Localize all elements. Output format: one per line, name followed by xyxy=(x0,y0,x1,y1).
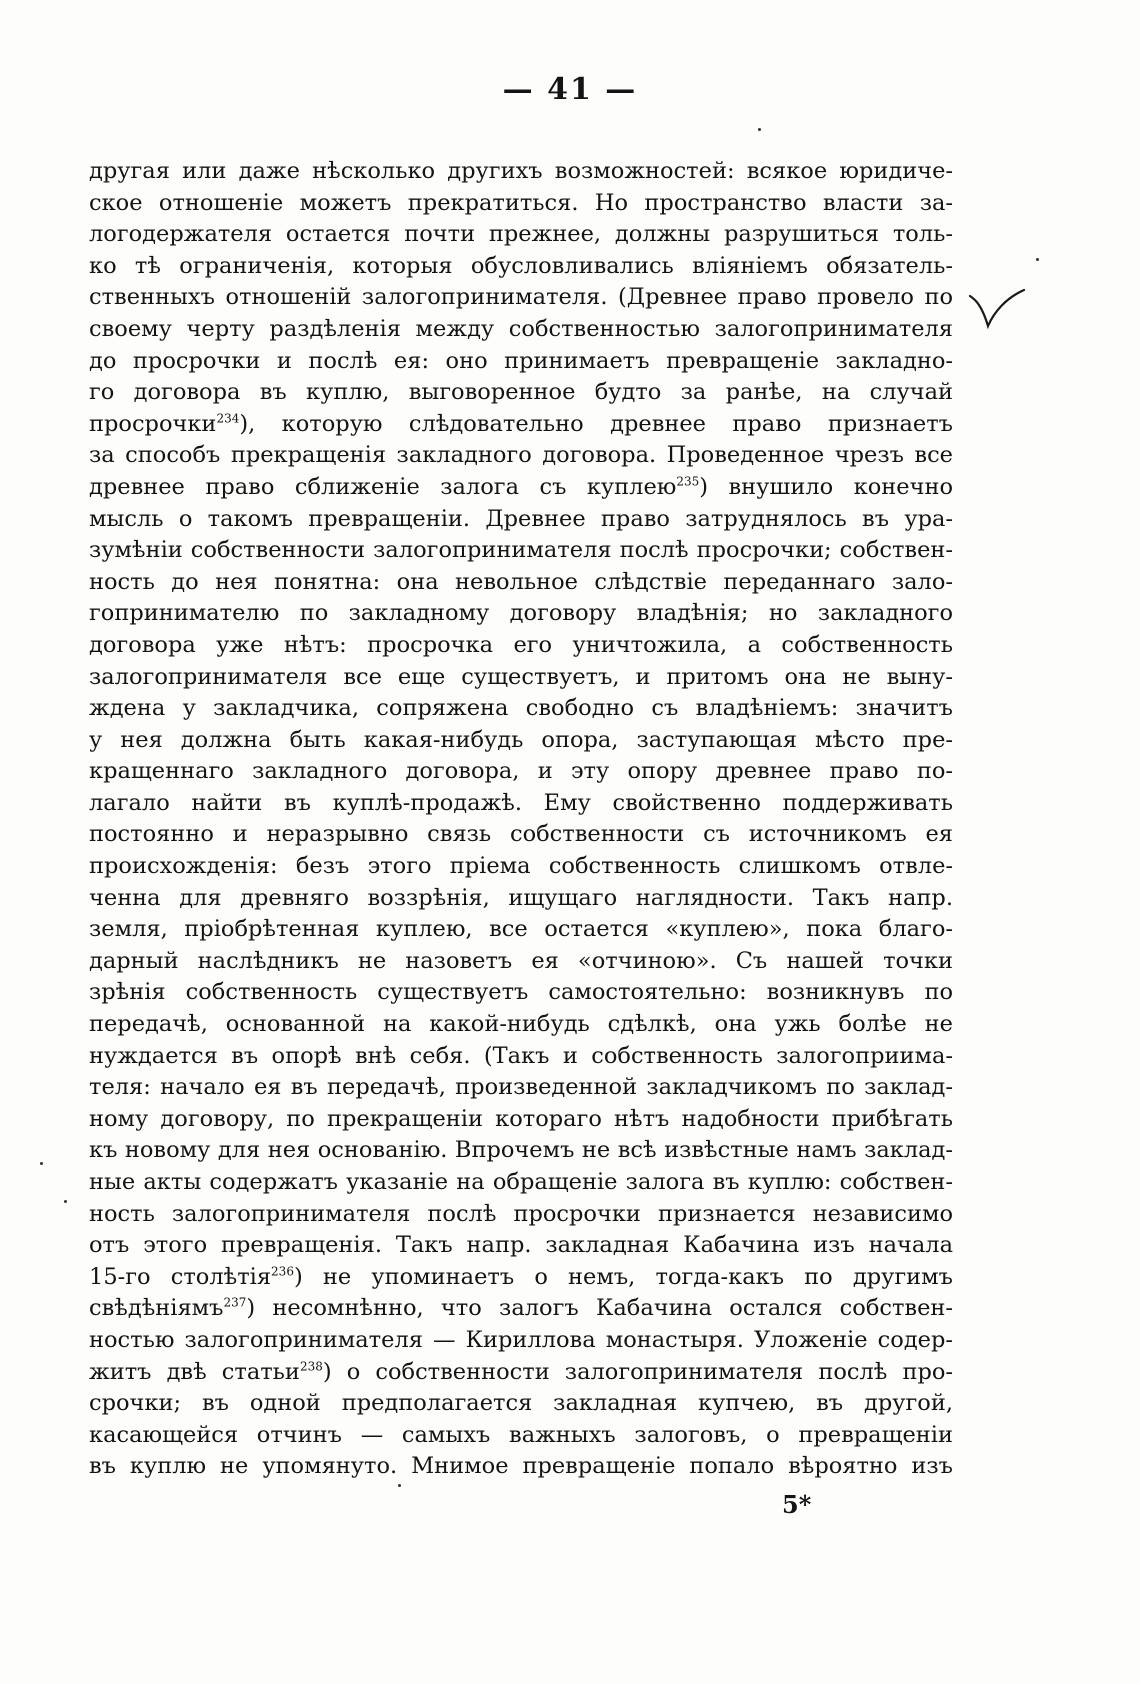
text-line xyxy=(89,472,953,504)
text-line: у нея должна быть какая-нибудь опора, заступающая мѣсто пре- xyxy=(89,726,953,753)
text-segment: свѣдѣніямъ xyxy=(89,1295,224,1322)
text-line xyxy=(89,1262,953,1294)
text-segment: ) не упоминаетъ о немъ, тогда-какъ по другимъ xyxy=(293,1263,953,1290)
text-line: въ куплю не упомянуто. Мнимое превращеніе попало вѣроятно изъ xyxy=(89,1453,953,1480)
text-line: своему черту раздѣленія между собственностью залогопринимателя xyxy=(89,315,953,342)
footnote-ref: 237 xyxy=(223,1295,247,1310)
text-line: другая или даже нѣсколько другихъ возможностей: всякое юридиче- xyxy=(89,158,953,184)
footnote-ref: 235 xyxy=(676,474,700,489)
text-line: залогопринимателя все еще существуетъ, и притомъ она не выну- xyxy=(89,663,953,690)
ink-speck xyxy=(758,128,761,131)
text-line: мысль о такомъ превращеніи. Древнее право затруднялось въ ура- xyxy=(89,505,953,532)
body-text xyxy=(89,156,953,1483)
text-line: го договора въ куплю, выговоренное будто за ранѣе, на случай xyxy=(89,379,953,406)
text-line: передачѣ, основанной на какой-нибудь сдѣлкѣ, она ужь болѣе не xyxy=(89,1011,953,1038)
text-line: постоянно и неразрывно связь собственности съ источникомъ ея xyxy=(89,821,953,848)
text-line: гопринимателю по закладному договору владѣнія; но закладного xyxy=(89,600,953,627)
text-line: нуждается въ опорѣ внѣ себя. (Такъ и собственность залогоприима- xyxy=(89,1042,953,1069)
text-line: ность залогопринимателя послѣ просрочки признается независимо xyxy=(89,1200,953,1227)
text-line: къ новому для нея основанію. Впрочемъ не всѣ извѣстные намъ заклад- xyxy=(89,1137,953,1164)
text-line: ственныхъ отношеній залогопринимателя. (Древнее право провело по xyxy=(89,284,953,311)
text-segment: ) внушило конечно xyxy=(699,473,953,500)
text-line: ность до нея понятна: она невольное слѣдствіе переданнаго зало- xyxy=(89,568,953,595)
signature-mark: 5* xyxy=(782,1490,812,1519)
text-line: дарный наслѣдникъ не назоветъ ея «отчиною». Съ нашей точки xyxy=(89,947,953,974)
text-line: ному договору, по прекращеніи котораго нѣтъ надобности прибѣгать xyxy=(89,1105,953,1132)
text-segment: ), которую слѣдовательно древнее право признаетъ xyxy=(239,410,953,437)
text-segment: просрочки xyxy=(89,410,217,437)
text-line: договора уже нѣтъ: просрочка его уничтожила, а собственность xyxy=(89,631,953,658)
text-line: зрѣнія собственность существуетъ самостоятельно: возникнувъ по xyxy=(89,979,953,1006)
footnote-ref: 236 xyxy=(271,1264,294,1279)
ink-speck xyxy=(64,1200,67,1203)
text-line xyxy=(89,1293,953,1325)
text-line: ское отношеніе можетъ прекратиться. Но пространство власти за- xyxy=(89,189,953,216)
text-line: ные акты содержатъ указаніе на обращеніе залога въ куплю: собствен- xyxy=(89,1169,953,1195)
text-segment: ) несомнѣнно, что залогъ Кабачина остался собствен- xyxy=(246,1295,953,1322)
text-line: отъ этого превращенія. Такъ напр. закладная Кабачина изъ начала xyxy=(89,1232,953,1259)
page-number: — 41 — xyxy=(502,72,638,107)
text-line: касающейся отчинъ — самыхъ важныхъ залоговъ, о превращеніи xyxy=(89,1421,953,1448)
text-segment: 15-го столѣтія xyxy=(89,1263,272,1290)
text-line: происхожденія: безъ этого пріема собственность слишкомъ отвле- xyxy=(89,853,953,880)
footnote-ref: 238 xyxy=(299,1359,323,1374)
text-line: зумѣніи собственности залогопринимателя послѣ просрочки; собствен- xyxy=(89,537,953,564)
text-line: ностью залогопринимателя — Кириллова монастыря. Уложеніе содер- xyxy=(89,1326,953,1353)
footnote-ref: 234 xyxy=(216,411,240,426)
text-line: кращеннаго закладного договора, и эту опору древнее право по- xyxy=(89,758,953,785)
ink-speck xyxy=(398,1484,401,1487)
check-mark-icon xyxy=(968,288,1026,332)
text-segment: древнее право сближеніе залога съ куплею xyxy=(89,473,677,500)
text-line: ко тѣ ограниченія, которыя обусловливались вліяніемъ обязатель- xyxy=(89,252,953,279)
text-line: лагало найти въ куплѣ-продажѣ. Ему свойственно поддерживать xyxy=(89,789,953,816)
text-line: срочки; въ одной предполагается закладная купчею, въ другой, xyxy=(89,1390,953,1417)
text-line: за способъ прекращенія закладного договора. Проведенное чрезъ все xyxy=(89,442,953,469)
text-line xyxy=(89,409,953,441)
text-line: земля, пріобрѣтенная куплею, все остается «куплею», пока благо- xyxy=(89,916,953,943)
text-segment: ) о собственности залогопринимателя послѣ про- xyxy=(322,1358,953,1385)
text-line: теля: начало ея въ передачѣ, произведенной закладчикомъ по заклад- xyxy=(89,1074,953,1101)
text-line: логодержателя остается почти прежнее, должны разрушиться толь- xyxy=(89,221,953,248)
ink-speck xyxy=(40,1162,43,1165)
text-line: до просрочки и послѣ ея: оно принимаетъ превращеніе закладно- xyxy=(89,347,953,374)
ink-speck xyxy=(1036,258,1039,261)
text-line: ченна для древняго воззрѣнія, ищущаго наглядности. Такъ напр. xyxy=(89,884,953,911)
text-segment: житъ двѣ статьи xyxy=(89,1358,300,1385)
text-line: ждена у закладчика, сопряжена свободно съ владѣніемъ: значитъ xyxy=(89,695,953,722)
text-line xyxy=(89,1357,953,1389)
